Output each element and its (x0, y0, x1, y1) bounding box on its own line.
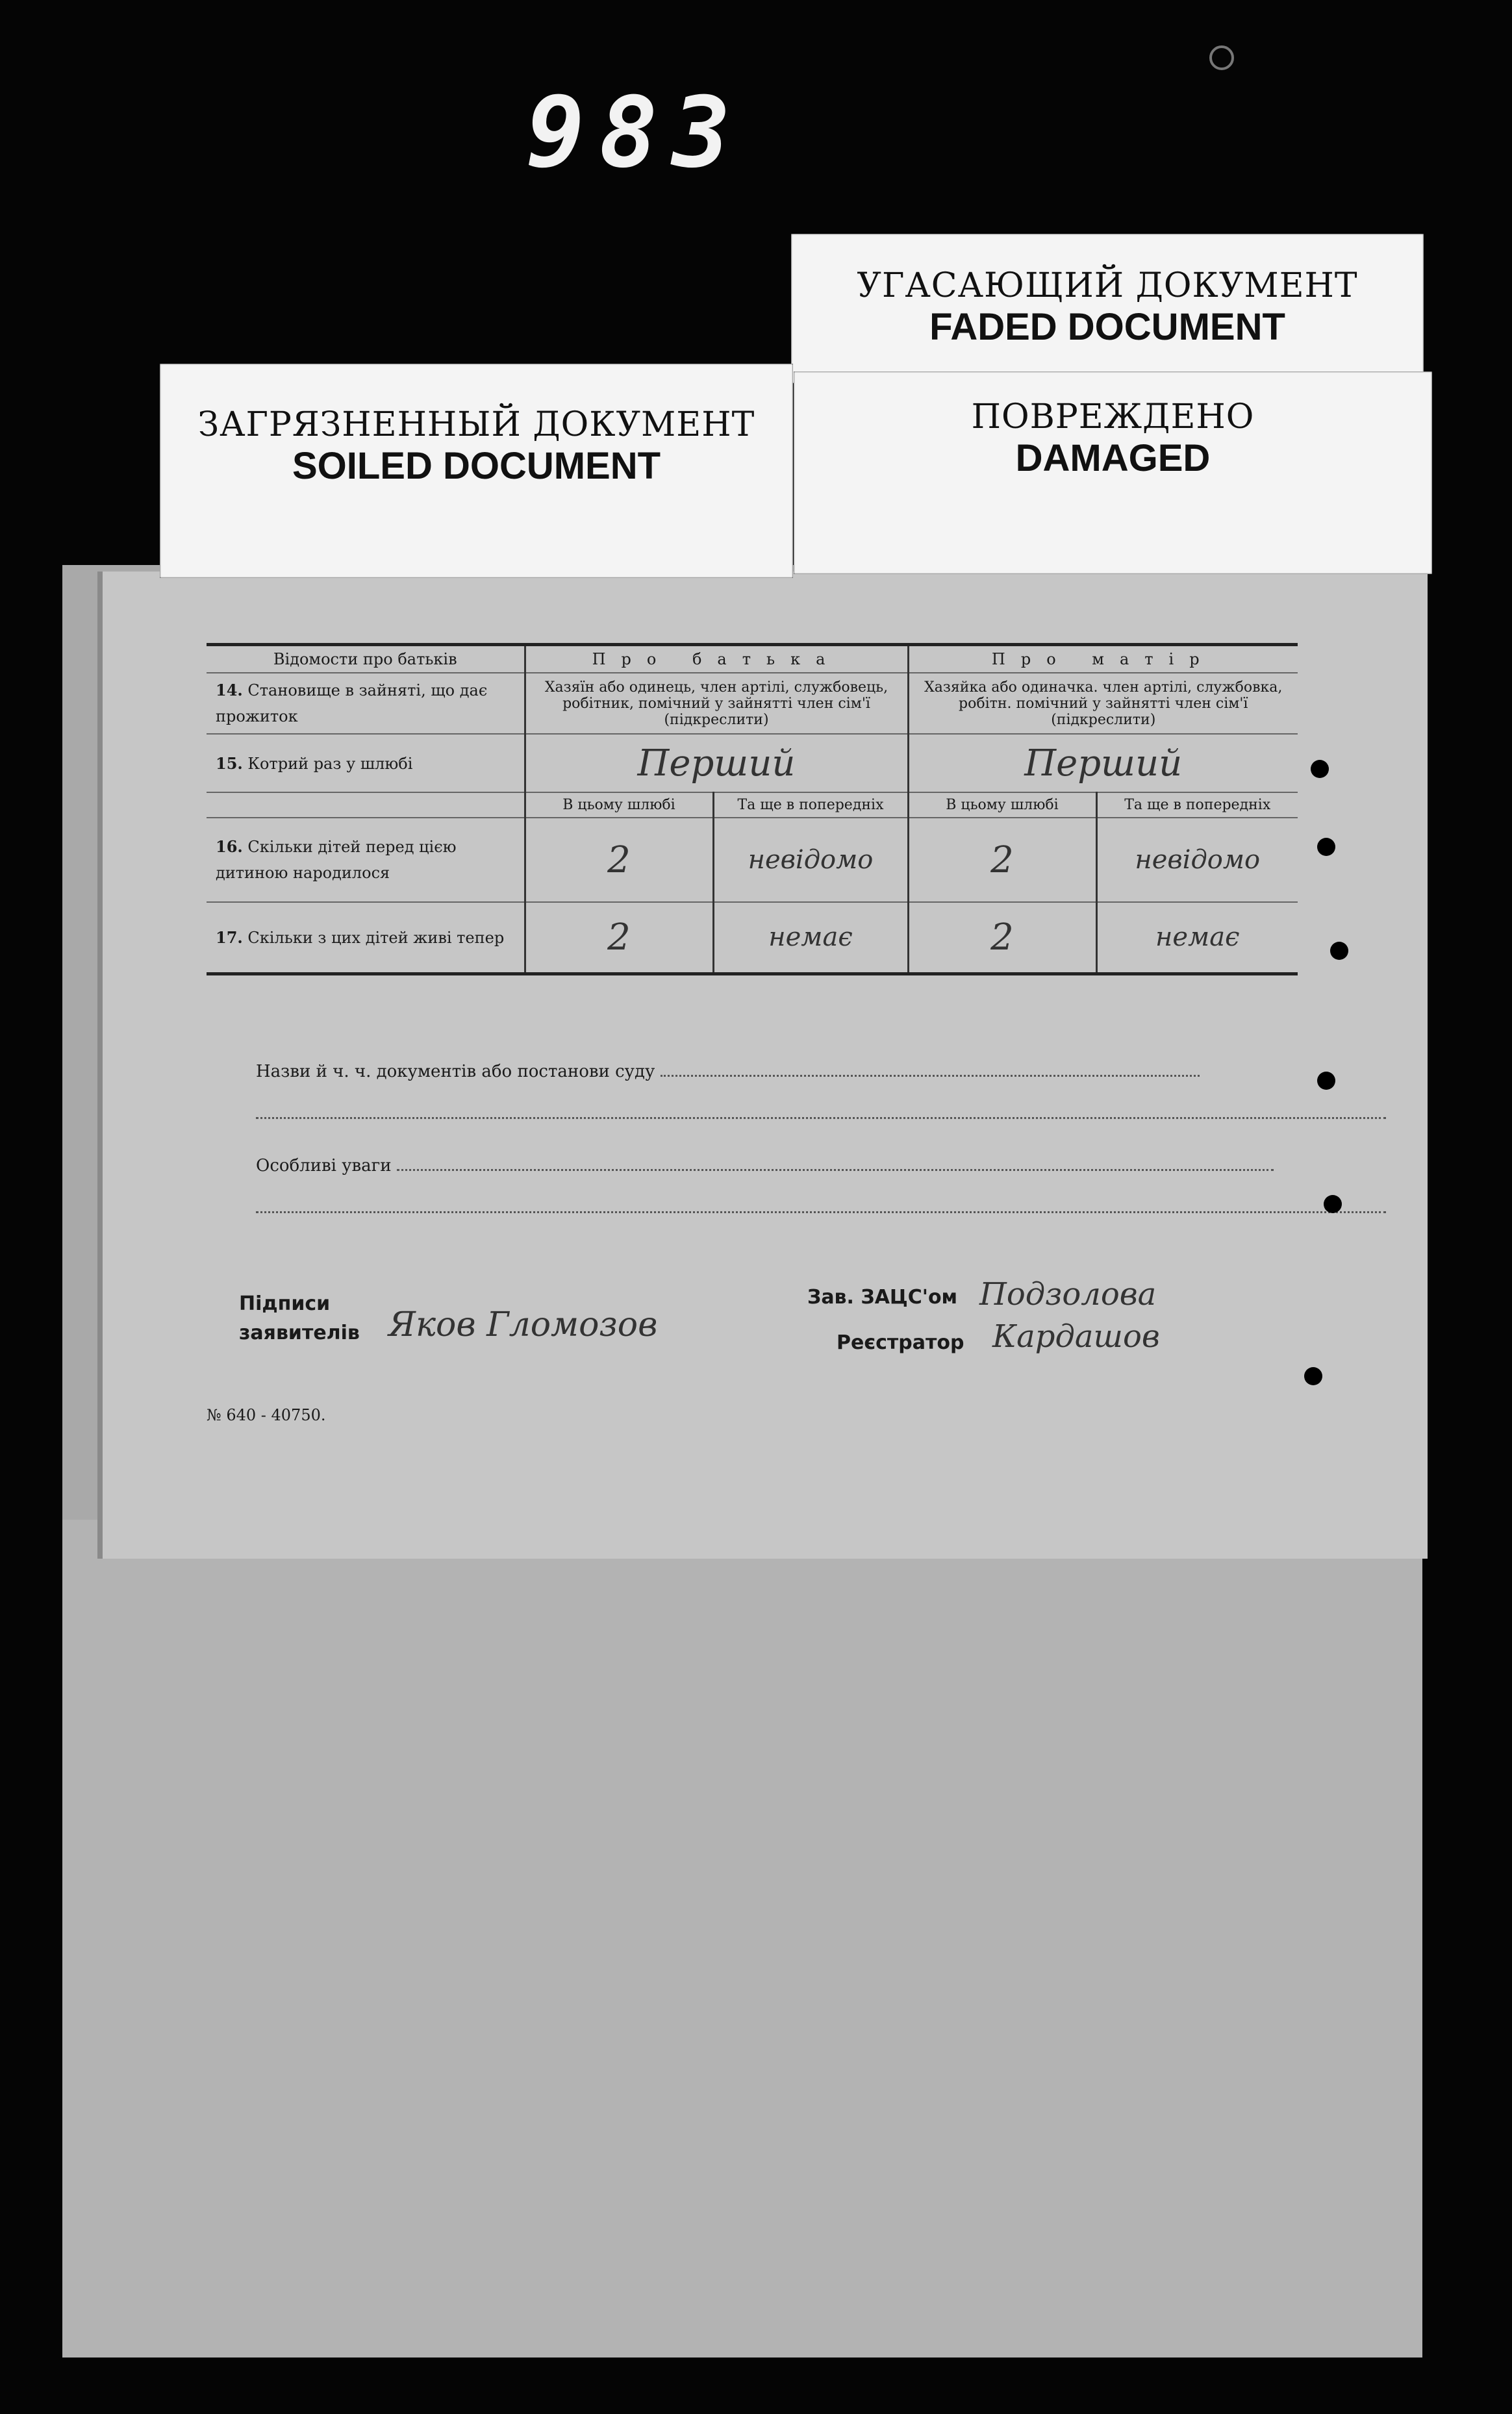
faded-document-card (791, 234, 1424, 383)
faded-label-en: FADED DOCUMENT (929, 306, 1285, 348)
row16-mother-this: 2 (908, 818, 1096, 902)
table-row-14 (207, 673, 1298, 734)
subheader-mother-this: В цьому шлюбі (908, 792, 1096, 818)
punch-hole (1324, 1195, 1342, 1213)
registrar-signature: Кардашов (992, 1318, 1160, 1355)
row15-question-text: Котрий раз у шлюбі (247, 754, 413, 773)
frame-number: 983 (526, 77, 745, 190)
documents-line-2 (256, 1104, 1392, 1124)
row16-mother-prev: невідомо (1096, 818, 1298, 902)
soiled-document-card (160, 364, 793, 578)
row15-number: 15. (216, 753, 243, 773)
documents-dotted-rule-2 (256, 1104, 1386, 1119)
row14-question (207, 673, 525, 734)
punch-hole (1311, 760, 1329, 778)
subheader-father-this: В цьому шлюбі (525, 792, 713, 818)
row16-question (207, 818, 525, 902)
table-row-16 (207, 818, 1298, 902)
documents-dotted-rule (661, 1062, 1200, 1077)
signatures-label-1: Підписи (239, 1292, 331, 1315)
row15-father: Перший (525, 734, 908, 792)
table-row-17 (207, 902, 1298, 974)
remarks-dotted-rule (397, 1156, 1274, 1171)
applicant-signature: Яков Гломозов (388, 1305, 658, 1344)
documents-label: Назви й ч. ч. документів або постанови суду (256, 1062, 655, 1081)
faded-label-ru: УГАСАЮЩИЙ ДОКУМЕНТ (857, 266, 1358, 305)
header-parents-info: Відомости про батьків (207, 645, 525, 673)
subheader-father-prev: Та ще в попередніх (713, 792, 908, 818)
damaged-label-en: DAMAGED (1015, 437, 1211, 479)
head-label: Зав. ЗАЦС'ом (807, 1286, 958, 1309)
row14-number: 14. (216, 681, 243, 699)
row14-father: Хазяїн або одинець, член артілі, службовець, робітник, помічний у зайнятті член сім'ї (підкреслити) (525, 673, 908, 734)
subheader-mother-prev: Та ще в попередніх (1096, 792, 1298, 818)
row17-mother-prev: немає (1096, 902, 1298, 974)
registrar-label: Реєстратор (837, 1331, 964, 1354)
table-subheader-row (207, 792, 1298, 818)
table-row-15 (207, 734, 1298, 792)
row17-father-prev: немає (713, 902, 908, 974)
remarks-label: Особливі уваги (256, 1156, 392, 1176)
row15-question (207, 734, 525, 792)
punch-hole (1317, 1072, 1335, 1090)
form-sheet (97, 572, 1428, 1559)
remarks-dotted-rule-2 (256, 1198, 1386, 1213)
row14-mother: Хазяйка або одиначка. член артілі, службовка, робітн. помічний у зайнятті член сім'ї (підкреслити) (908, 673, 1298, 734)
soiled-label-en: SOILED DOCUMENT (292, 445, 661, 487)
row17-father-this: 2 (525, 902, 713, 974)
form-number: № 640 - 40750. (207, 1406, 326, 1424)
soiled-label-ru: ЗАГРЯЗНЕННЫЙ ДОКУМЕНТ (197, 405, 755, 444)
head-signature: Подзолова (979, 1276, 1157, 1313)
row17-question (207, 902, 525, 974)
damaged-card (794, 371, 1432, 574)
row17-number: 17. (216, 927, 243, 947)
row17-question-text: Скільки з цих дітей живі тепер (247, 928, 505, 947)
row17-mother-this: 2 (908, 902, 1096, 974)
row16-father-prev: невідомо (713, 818, 908, 902)
subheader-empty (207, 792, 525, 818)
row16-father-this: 2 (525, 818, 713, 902)
header-mother: Про матір (908, 645, 1298, 673)
punch-hole (1330, 942, 1348, 960)
remarks-line (256, 1156, 1392, 1176)
punch-hole (1304, 1367, 1322, 1385)
documents-line (256, 1062, 1392, 1081)
remarks-line-2 (256, 1198, 1392, 1218)
parents-info-table (207, 643, 1298, 975)
damaged-label-ru: ПОВРЕЖДЕНО (971, 397, 1255, 436)
row14-question-text: Становище в зайняті, що дає прожиток (216, 681, 488, 725)
row16-number: 16. (216, 837, 243, 856)
table-header-row (207, 645, 1298, 673)
row16-question-text: Скільки дітей перед цією дитиною народилося (216, 838, 457, 882)
row15-mother: Перший (908, 734, 1298, 792)
paper-lower-sheet (62, 1520, 1422, 2357)
header-father: Про батька (525, 645, 908, 673)
signatures-label-2: заявителів (239, 1322, 360, 1344)
film-hole-mark (1209, 45, 1234, 70)
punch-hole (1317, 838, 1335, 856)
